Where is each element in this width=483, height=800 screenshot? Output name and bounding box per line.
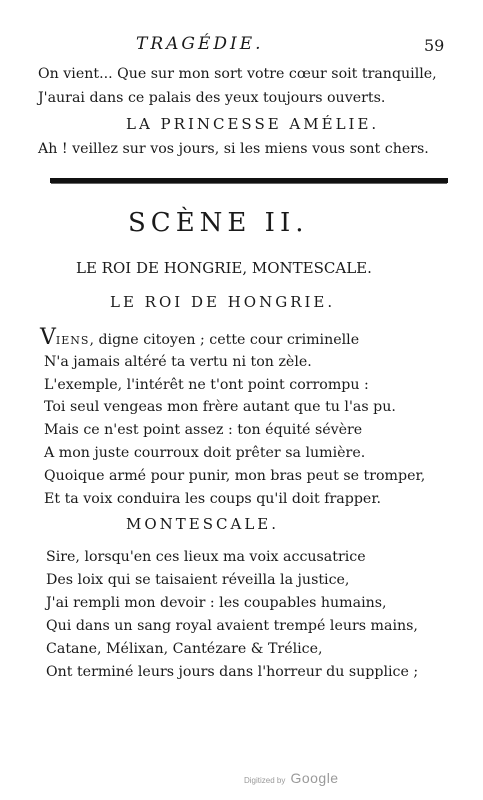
speaker-name: MONTESCALE. xyxy=(126,515,279,533)
verse-line: Qui dans un sang royal avaient trempé leurs mains, xyxy=(46,618,418,634)
verse-line: Toi seul vengeas mon frère autant que tu l'as pu. xyxy=(44,399,396,415)
verse-line: L'exemple, l'intérêt ne t'ont point corrompu : xyxy=(44,377,369,393)
verse-line: A mon juste courroux doit prêter sa lumière. xyxy=(44,445,366,461)
verse-line: J'aurai dans ce palais des yeux toujours ouverts. xyxy=(38,90,386,106)
digitized-watermark xyxy=(244,768,339,787)
speaker-name: LA PRINCESSE AMÉLIE. xyxy=(126,115,380,133)
verse-text: , digne citoyen ; cette cour criminelle xyxy=(89,332,360,348)
page-number: 59 xyxy=(424,36,445,55)
verse-line xyxy=(40,327,359,349)
verse-line: Ah ! veillez sur vos jours, si les miens vous sont chers. xyxy=(38,141,429,157)
verse-line: Sire, lorsqu'en ces lieux ma voix accusatrice xyxy=(46,549,366,565)
verse-line: Des loix qui se taisaient réveilla la justice, xyxy=(46,572,350,588)
verse-line: Et ta voix conduira les coups qu'il doit frapper. xyxy=(44,491,382,507)
verse-line: J'ai rempli mon devoir : les coupables humains, xyxy=(46,595,387,611)
verse-line: Quoique armé pour punir, mon bras peut se tromper, xyxy=(44,468,426,484)
scene-title: SCÈNE II. xyxy=(128,208,309,238)
scene-characters: LE ROI DE HONGRIE, MONTESCALE. xyxy=(76,259,372,277)
verse-line: Mais ce n'est point assez : ton équité sévère xyxy=(44,422,363,438)
speaker-name: LE ROI DE HONGRIE. xyxy=(110,293,336,311)
small-caps-word: IENS xyxy=(55,334,90,347)
section-rule xyxy=(50,178,448,183)
verse-line: Ont terminé leurs jours dans l'horreur du supplice ; xyxy=(46,664,419,680)
running-head: TRAGÉDIE. xyxy=(136,34,264,54)
watermark-prefix: Digitized by xyxy=(244,776,286,785)
verse-line: Catane, Mélixan, Cantézare & Trélice, xyxy=(46,641,323,657)
verse-line: On vient... Que sur mon sort votre cœur soit tranquille, xyxy=(38,66,437,82)
watermark-brand: Google xyxy=(290,770,339,786)
verse-line: N'a jamais altéré ta vertu ni ton zèle. xyxy=(44,354,312,370)
drop-cap: V xyxy=(40,325,56,350)
